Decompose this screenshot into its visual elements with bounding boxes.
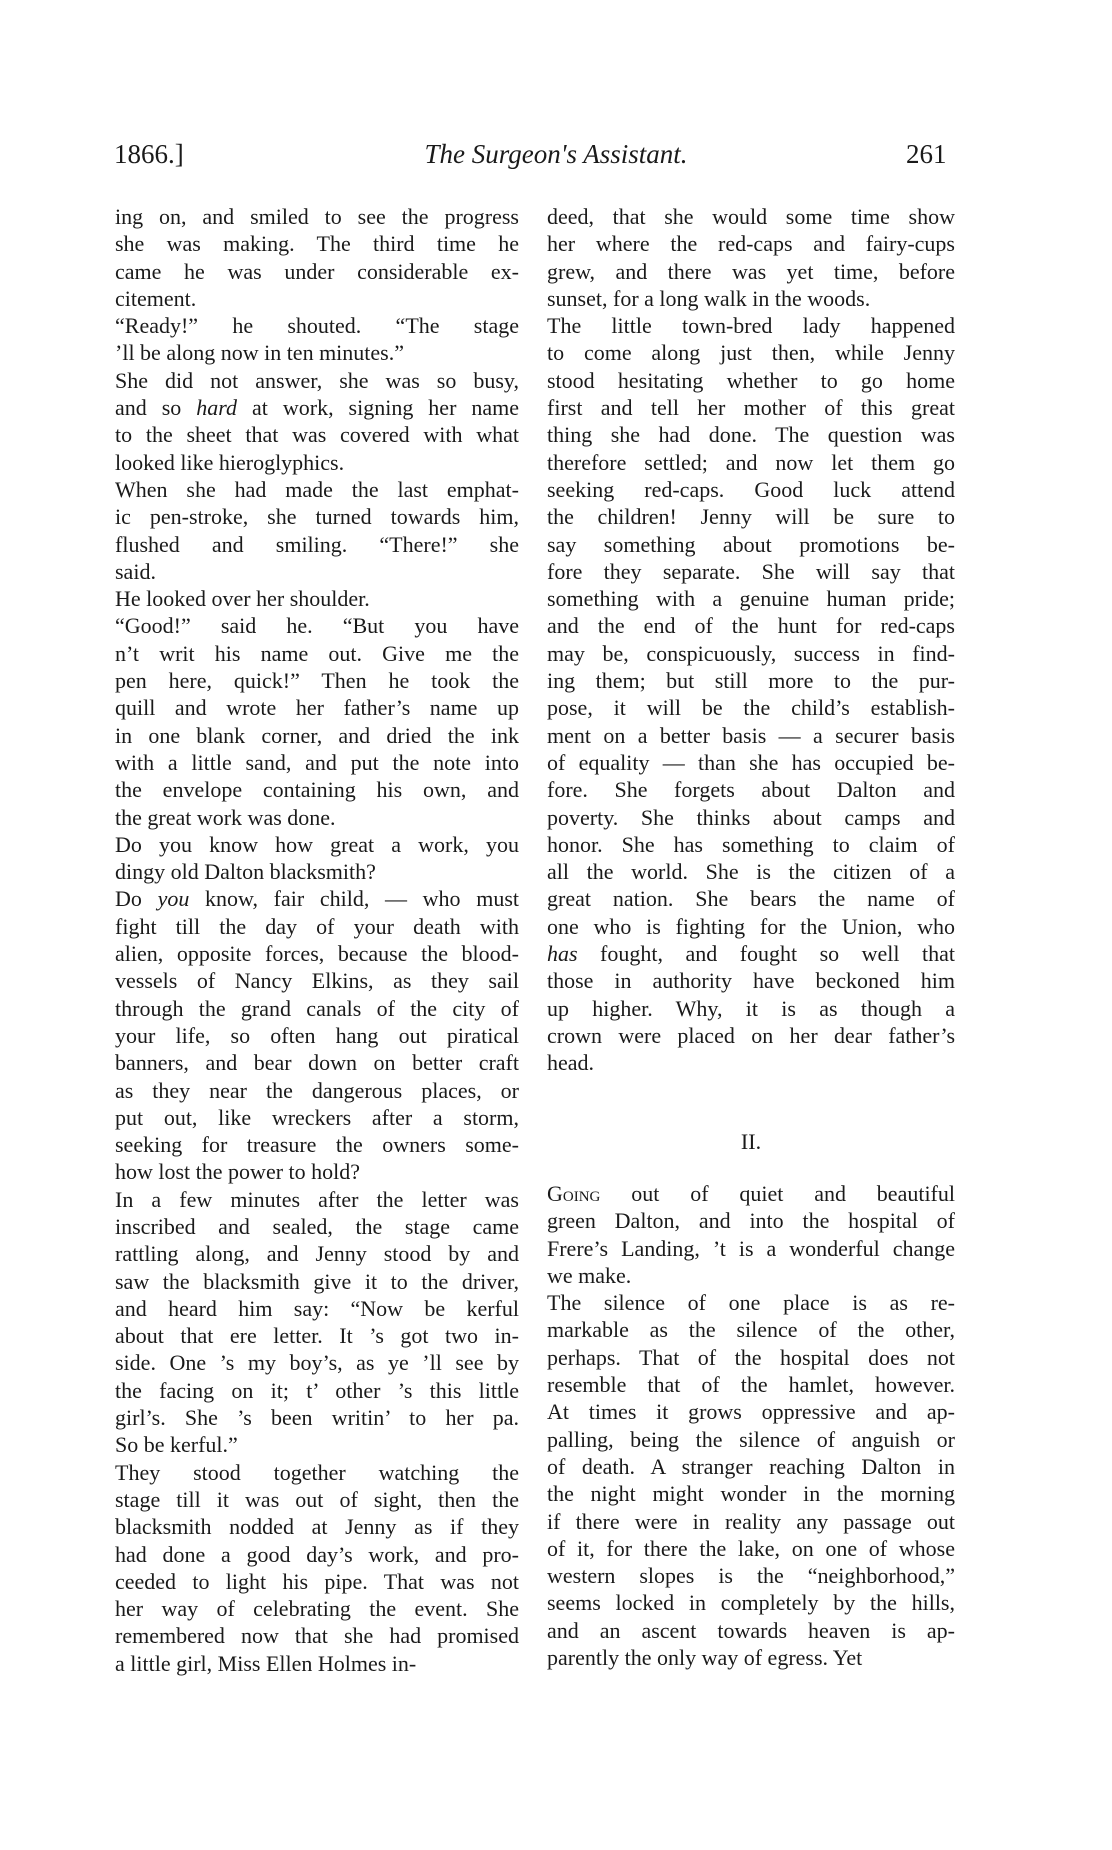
text-line: say something about promotions be-: [547, 531, 955, 557]
text-line: She did not answer, she was so busy,: [115, 367, 519, 393]
text-segment: at work, signing her name: [237, 395, 520, 421]
text-line: ment on a better basis — a securer basis: [547, 722, 955, 748]
text-line: those in authority have beckoned him: [547, 968, 955, 994]
paragraph: [547, 1289, 955, 1671]
text-line: said.: [115, 558, 156, 584]
page-number: 261: [906, 139, 947, 169]
text-line: “Ready!” he shouted. “The stage: [115, 313, 519, 339]
text-line: citement.: [115, 285, 197, 311]
text-line: saw the blacksmith give it to the driver,: [115, 1268, 519, 1294]
text-line: ceeded to light his pipe. That was not: [115, 1568, 519, 1594]
text-line: Do you know how great a work, you: [115, 831, 519, 857]
italic-text: hard: [196, 395, 238, 421]
text-line: grew, and there was yet time, before: [547, 258, 955, 284]
text-line: blacksmith nodded at Jenny as if they: [115, 1514, 519, 1540]
text-line: up higher. Why, it is as though a: [547, 995, 955, 1021]
text-line: one who is fighting for the Union, who: [547, 913, 955, 939]
text-line: ic pen-stroke, she turned towards him,: [115, 504, 519, 530]
section-heading: II.: [740, 1129, 762, 1154]
text-line: put out, like wreckers after a storm,: [115, 1104, 519, 1130]
paragraph: [115, 1186, 519, 1459]
text-line: quill and wrote her father’s name up: [115, 695, 519, 721]
paragraph: [115, 312, 519, 367]
text-line: head.: [547, 1050, 595, 1076]
text-line: fore they separate. She will say that: [547, 558, 955, 584]
text-line: in one blank corner, and dried the ink: [115, 722, 519, 748]
text-line: your life, so often hang out piratical: [115, 1022, 519, 1048]
text-line: to the sheet that was covered with what: [115, 422, 519, 448]
text-line: with a little sand, and put the note into: [115, 749, 519, 775]
text-line: poverty. She thinks about camps and: [547, 804, 955, 830]
paragraph: [115, 831, 519, 886]
text-line: something with a genuine human pride;: [547, 586, 955, 612]
text-line: her where the red-caps and fairy-cups: [547, 231, 955, 257]
text-line: through the grand canals of the city of: [115, 995, 519, 1021]
text-line: the great work was done.: [115, 804, 336, 830]
text-line: and the end of the hunt for red-caps: [547, 613, 955, 639]
text-line: flushed and smiling. “There!” she: [115, 531, 519, 557]
text-line: [115, 394, 519, 421]
text-line: remembered now that she had promised: [115, 1623, 519, 1649]
paragraph: [115, 1459, 519, 1677]
text-segment: Do: [115, 886, 158, 912]
paragraph: [547, 312, 955, 1076]
text-line: palling, being the silence of anguish or: [547, 1426, 955, 1452]
text-line: fore. She forgets about Dalton and: [547, 777, 955, 803]
italic-text: you: [157, 886, 190, 912]
text-line: the children! Jenny will be sure to: [547, 504, 955, 530]
text-line: looked like hieroglyphics.: [115, 449, 345, 475]
text-line: parently the only way of egress. Yet: [547, 1645, 863, 1671]
text-line: if there were in reality any passage out: [547, 1508, 955, 1534]
text-line: sunset, for a long walk in the woods.: [547, 285, 871, 311]
text-line: In a few minutes after the letter was: [115, 1186, 519, 1212]
text-line: girl’s. She ’s been writin’ to her pa.: [115, 1405, 519, 1431]
text-line: pen here, quick!” Then he took the: [115, 668, 519, 694]
text-segment: know, fair child, — who must: [189, 886, 519, 912]
paragraph: [115, 367, 519, 476]
text-line: pose, it will be the child’s establish-: [547, 695, 955, 721]
text-line: At times it grows oppressive and ap-: [547, 1399, 955, 1425]
italic-text: has: [547, 941, 578, 967]
right-column-bottom: [547, 1180, 955, 1671]
paragraph: [547, 1180, 955, 1289]
text-line: inscribed and sealed, the stage came: [115, 1213, 519, 1239]
text-line: deed, that she would some time show: [547, 204, 955, 229]
text-line: to come along just then, while Jenny: [547, 340, 955, 366]
text-line: alien, opposite forces, because the blood-: [115, 941, 519, 967]
text-line: her way of celebrating the event. She: [115, 1596, 519, 1622]
text-line: seems locked in completely by the hills,: [547, 1590, 955, 1616]
left-column: [115, 203, 519, 1677]
text-line: vessels of Nancy Elkins, as they sail: [115, 968, 519, 994]
text-line: a little girl, Miss Ellen Holmes in-: [115, 1650, 417, 1676]
text-line: she was making. The third time he: [115, 231, 519, 257]
text-line: So be kerful.”: [115, 1432, 238, 1458]
text-line: He looked over her shoulder.: [115, 586, 370, 612]
text-line: may be, conspicuously, success in find-: [547, 640, 955, 666]
text-line: green Dalton, and into the hospital of: [547, 1208, 955, 1234]
text-line: had done a good day’s work, and pro-: [115, 1541, 519, 1567]
text-line: banners, and bear down on better craft: [115, 1050, 519, 1076]
text-line: [547, 1180, 955, 1207]
text-line: seeking for treasure the owners some-: [115, 1132, 519, 1158]
text-line: of equality — than she has occupied be-: [547, 749, 955, 775]
text-line: The little town-bred lady happened: [547, 313, 955, 339]
right-column-top: [547, 203, 955, 1077]
text-line: rattling along, and Jenny stood by and: [115, 1241, 519, 1267]
text-line: When she had made the last emphat-: [115, 476, 519, 502]
text-line: ing them; but still more to the pur-: [547, 668, 955, 694]
running-head-year: 1866.]: [114, 139, 184, 169]
text-line: [115, 885, 519, 912]
paragraph: [115, 476, 519, 585]
text-line: fight till the day of your death with: [115, 913, 519, 939]
text-line: The silence of one place is as re-: [547, 1290, 955, 1316]
text-line: [547, 940, 955, 967]
text-line: markable as the silence of the other,: [547, 1317, 955, 1343]
text-line: and an ascent towards heaven is ap-: [547, 1617, 955, 1643]
text-line: resemble that of the hamlet, however.: [547, 1372, 955, 1398]
text-line: we make.: [547, 1262, 632, 1288]
text-line: therefore settled; and now let them go: [547, 449, 955, 475]
text-line: dingy old Dalton blacksmith?: [115, 859, 376, 885]
text-line: all the world. She is the citizen of a: [547, 859, 955, 885]
text-line: first and tell her mother of this great: [547, 395, 955, 421]
text-line: honor. She has something to claim of: [547, 831, 955, 857]
paragraph: [115, 885, 519, 1185]
text-line: as they near the dangerous places, or: [115, 1077, 519, 1103]
text-line: of death. A stranger reaching Dalton in: [547, 1453, 955, 1479]
text-line: western slopes is the “neighborhood,”: [547, 1563, 955, 1589]
text-line: stood hesitating whether to go home: [547, 367, 955, 393]
text-line: They stood together watching the: [115, 1459, 519, 1485]
text-line: about that ere letter. It ’s got two in-: [115, 1323, 519, 1349]
text-line: crown were placed on her dear father’s: [547, 1022, 955, 1048]
text-segment: and so: [115, 395, 197, 421]
text-line: ’ll be along now in ten minutes.”: [115, 340, 404, 366]
text-segment: fought, and fought so well that: [577, 941, 955, 967]
text-line: n’t writ his name out. Give me the: [115, 640, 519, 666]
running-head-title: The Surgeon's Assistant.: [424, 139, 688, 169]
text-line: the night might wonder in the morning: [547, 1481, 955, 1507]
text-line: came he was under considerable ex-: [115, 258, 519, 284]
text-line: “Good!” said he. “But you have: [115, 613, 519, 639]
text-segment: out of quiet and beautiful: [600, 1181, 955, 1206]
text-line: and heard him say: “Now be kerful: [115, 1295, 519, 1321]
paragraph: [115, 585, 519, 612]
text-line: ing on, and smiled to see the progress: [115, 204, 519, 229]
text-line: great nation. She bears the name of: [547, 886, 955, 912]
text-line: the facing on it; t’ other ’s this little: [115, 1377, 519, 1403]
paragraph: [115, 203, 519, 312]
text-line: Frere’s Landing, ’t is a wonderful change: [547, 1235, 955, 1261]
text-line: stage till it was out of sight, then the: [115, 1486, 519, 1512]
text-line: perhaps. That of the hospital does not: [547, 1344, 955, 1370]
text-line: of it, for there the lake, on one of whose: [547, 1535, 955, 1561]
small-caps-text: Going: [547, 1181, 601, 1206]
text-line: how lost the power to hold?: [115, 1159, 361, 1185]
paragraph: [115, 612, 519, 830]
text-line: thing she had done. The question was: [547, 422, 955, 448]
text-line: the envelope containing his own, and: [115, 777, 519, 803]
text-line: seeking red-caps. Good luck attend: [547, 476, 955, 502]
paragraph: [547, 203, 955, 312]
text-line: side. One ’s my boy’s, as ye ’ll see by: [115, 1350, 519, 1376]
